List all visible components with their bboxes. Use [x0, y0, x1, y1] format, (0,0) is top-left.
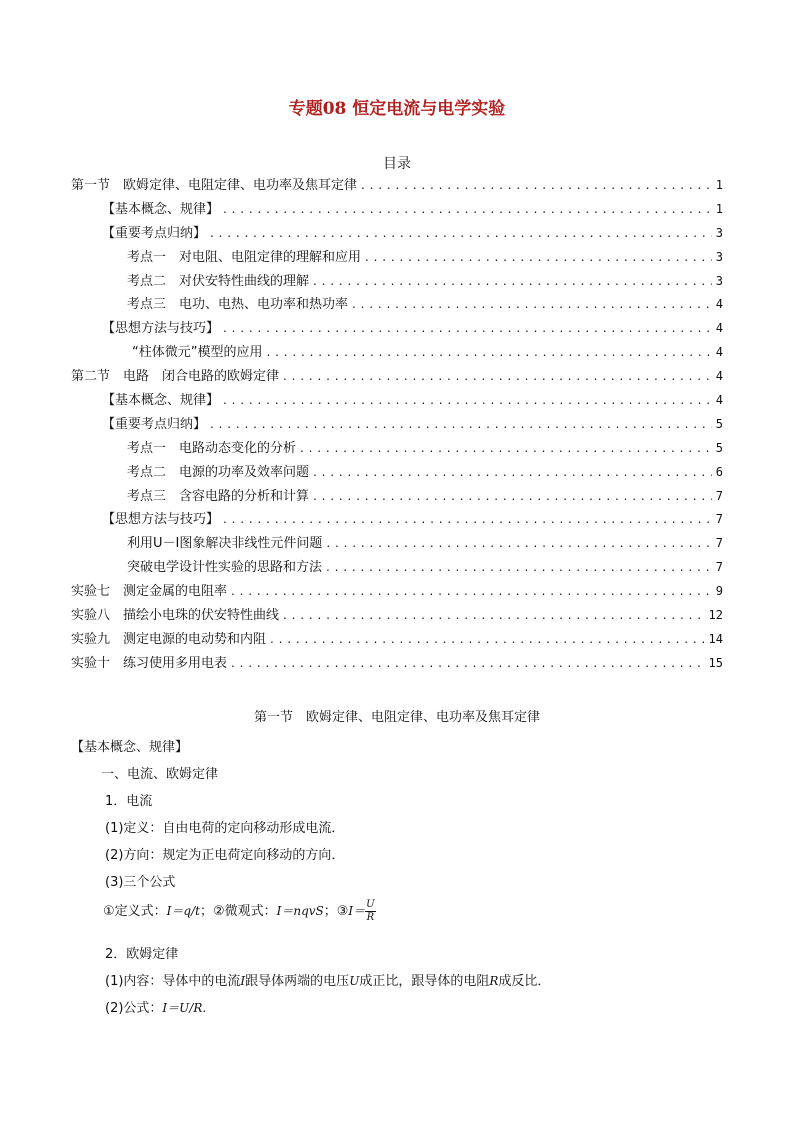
toc-leader-dots: [313, 274, 712, 288]
toc-entry-page: 5: [715, 440, 723, 455]
symbol-voltage: U: [349, 974, 360, 988]
toc-entry-page: 7: [715, 560, 723, 575]
fraction: [365, 900, 375, 923]
symbol-current: I: [240, 974, 246, 988]
toc-entry[interactable]: [71, 508, 723, 532]
toc-entry-page: 9: [715, 584, 723, 599]
toc-entry-page: 5: [715, 416, 723, 431]
toc-entry-label: 【思想方法与技巧】: [102, 512, 220, 528]
toc-entry-label: “柱体微元”模型的应用: [132, 345, 263, 361]
formula-separator: ；③: [323, 904, 349, 919]
toc-entry[interactable]: [71, 652, 723, 676]
toc-leader-dots: [313, 489, 712, 503]
toc-entry-page: 3: [715, 273, 723, 288]
toc-entry[interactable]: [71, 365, 723, 389]
toc-entry-label: 实验九 测定电源的电动势和内阻: [71, 631, 267, 647]
definition-formula-label: ①定义式：: [103, 904, 167, 919]
toc-leader-dots: [352, 297, 712, 311]
toc-leader-dots: [223, 393, 712, 407]
toc-entry-label: 实验七 测定金属的电阻率: [71, 584, 228, 600]
toc-entry-page: 4: [715, 321, 723, 336]
toc-entry[interactable]: [71, 556, 723, 580]
definition-line: (1)定义：自由电荷的定向移动形成电流．: [105, 821, 345, 836]
content-part-c: 成正比，跟导体的电阻: [359, 974, 490, 989]
toc-leader-dots: [210, 226, 712, 240]
toc-entry[interactable]: [71, 317, 723, 341]
toc-entry-page: 6: [715, 464, 723, 479]
three-formulas-line: (3)三个公式: [105, 875, 176, 890]
toc-leader-dots: [365, 250, 712, 264]
toc-leader-dots: [326, 560, 712, 574]
toc-entry[interactable]: [71, 628, 723, 652]
toc-leader-dots: [231, 584, 712, 598]
section-title: 第一节 欧姆定律、电阻定律、电功率及焦耳定律: [253, 710, 540, 725]
toc-entry[interactable]: [71, 461, 723, 485]
toc-leader-dots: [361, 178, 712, 192]
toc-leader-dots: [223, 202, 712, 216]
toc-entry-label: 实验十 练习使用多用电表: [71, 655, 228, 671]
toc-entry-label: 考点二 电源的功率及效率问题: [127, 464, 310, 480]
toc-entry-page: 12: [708, 608, 723, 623]
toc-entry[interactable]: [71, 389, 723, 413]
toc-entry-label: 【思想方法与技巧】: [102, 321, 220, 337]
toc-entry[interactable]: [71, 580, 723, 604]
toc-entry[interactable]: [71, 532, 723, 556]
toc-entry-label: 考点二 对伏安特性曲线的理解: [127, 273, 310, 289]
fraction-denominator: R: [366, 912, 375, 923]
formulas-line: [103, 900, 376, 923]
fraction-numerator: U: [366, 899, 375, 910]
toc-entry-page: 1: [715, 178, 723, 192]
toc-leader-dots: [223, 512, 712, 526]
ohm-formula: I＝U/R.: [162, 1001, 207, 1015]
toc-entry[interactable]: [71, 270, 723, 294]
document-title: 专题08 恒定电流与电学实验: [288, 99, 506, 119]
definition-formula: I＝q/t: [166, 904, 200, 918]
toc-entry-label: 突破电学设计性实验的思路和方法: [127, 560, 323, 576]
toc-entry-page: 3: [715, 225, 723, 240]
ohm-formula-label: (2)公式：: [105, 1001, 163, 1016]
toc-entry-label: 考点一 对电阻、电阻定律的理解和应用: [127, 249, 362, 265]
table-of-contents: [71, 174, 723, 676]
toc-entry[interactable]: [71, 437, 723, 461]
toc-heading: 目录: [383, 156, 411, 172]
toc-entry-page: 4: [715, 369, 723, 384]
toc-entry[interactable]: [71, 174, 723, 198]
symbol-resistance: R: [489, 974, 499, 988]
toc-entry-page: 14: [708, 631, 723, 646]
content-part-a: (1)内容：导体中的电流: [105, 974, 241, 989]
toc-entry-page: 4: [715, 393, 723, 408]
toc-entry[interactable]: [71, 485, 723, 509]
toc-leader-dots: [283, 608, 705, 622]
toc-entry[interactable]: [71, 198, 723, 222]
ohm-formula-line: [105, 997, 206, 1016]
micro-formula-label: ；②微观式：: [199, 904, 277, 919]
content-part-b: 跟导体两端的电压: [245, 974, 350, 989]
toc-entry-label: 第一节 欧姆定律、电阻定律、电功率及焦耳定律: [71, 178, 358, 193]
toc-entry[interactable]: [71, 341, 723, 365]
toc-leader-dots: [300, 441, 712, 455]
subheading-current: 1．电流: [105, 794, 153, 809]
basic-concepts-heading: 【基本概念、规律】: [71, 740, 189, 755]
toc-entry-label: 利用U－I图象解决非线性元件问题: [127, 536, 323, 552]
ohm-content-line: [105, 970, 550, 989]
toc-entry-page: 7: [715, 536, 723, 551]
determining-formula: I＝: [348, 904, 366, 918]
toc-entry-label: 实验八 描绘小电珠的伏安特性曲线: [71, 608, 280, 624]
toc-entry-label: 【基本概念、规律】: [102, 201, 220, 217]
subheading-ohm-law: 2．欧姆定律: [105, 947, 179, 962]
toc-entry-label: 考点三 电功、电热、电功率和热功率: [127, 297, 349, 313]
toc-leader-dots: [223, 321, 712, 335]
toc-leader-dots: [313, 465, 712, 479]
toc-entry-page: 15: [708, 655, 723, 670]
toc-leader-dots: [270, 632, 705, 646]
toc-entry-label: 考点三 含容电路的分析和计算: [127, 488, 310, 504]
toc-leader-dots: [231, 656, 705, 670]
toc-leader-dots: [326, 536, 711, 550]
direction-line: (2)方向：规定为正电荷定向移动的方向．: [105, 848, 345, 863]
toc-leader-dots: [283, 369, 712, 383]
heading-current-ohm: 一、电流、欧姆定律: [101, 767, 219, 782]
toc-entry-page: 1: [715, 201, 723, 216]
toc-entry-page: 7: [715, 512, 723, 527]
micro-formula: I＝nqvS: [276, 904, 324, 918]
toc-entry[interactable]: [71, 222, 723, 246]
toc-entry[interactable]: [71, 246, 723, 270]
toc-entry-label: 【重要考点归纳】: [102, 416, 207, 432]
toc-entry-label: 【重要考点归纳】: [102, 225, 207, 241]
toc-entry-page: 4: [715, 297, 723, 312]
toc-entry[interactable]: [71, 413, 723, 437]
toc-leader-dots: [210, 417, 712, 431]
toc-entry-page: 4: [715, 345, 723, 360]
toc-entry[interactable]: [71, 604, 723, 628]
toc-entry-label: 【基本概念、规律】: [102, 393, 220, 409]
toc-leader-dots: [266, 345, 711, 359]
toc-entry[interactable]: [71, 293, 723, 317]
toc-entry-page: 7: [715, 488, 723, 503]
toc-entry-label: 考点一 电路动态变化的分析: [127, 440, 297, 456]
toc-entry-page: 3: [715, 249, 723, 264]
content-part-d: 成反比．: [498, 974, 551, 989]
toc-entry-label: 第二节 电路 闭合电路的欧姆定律: [71, 369, 280, 385]
